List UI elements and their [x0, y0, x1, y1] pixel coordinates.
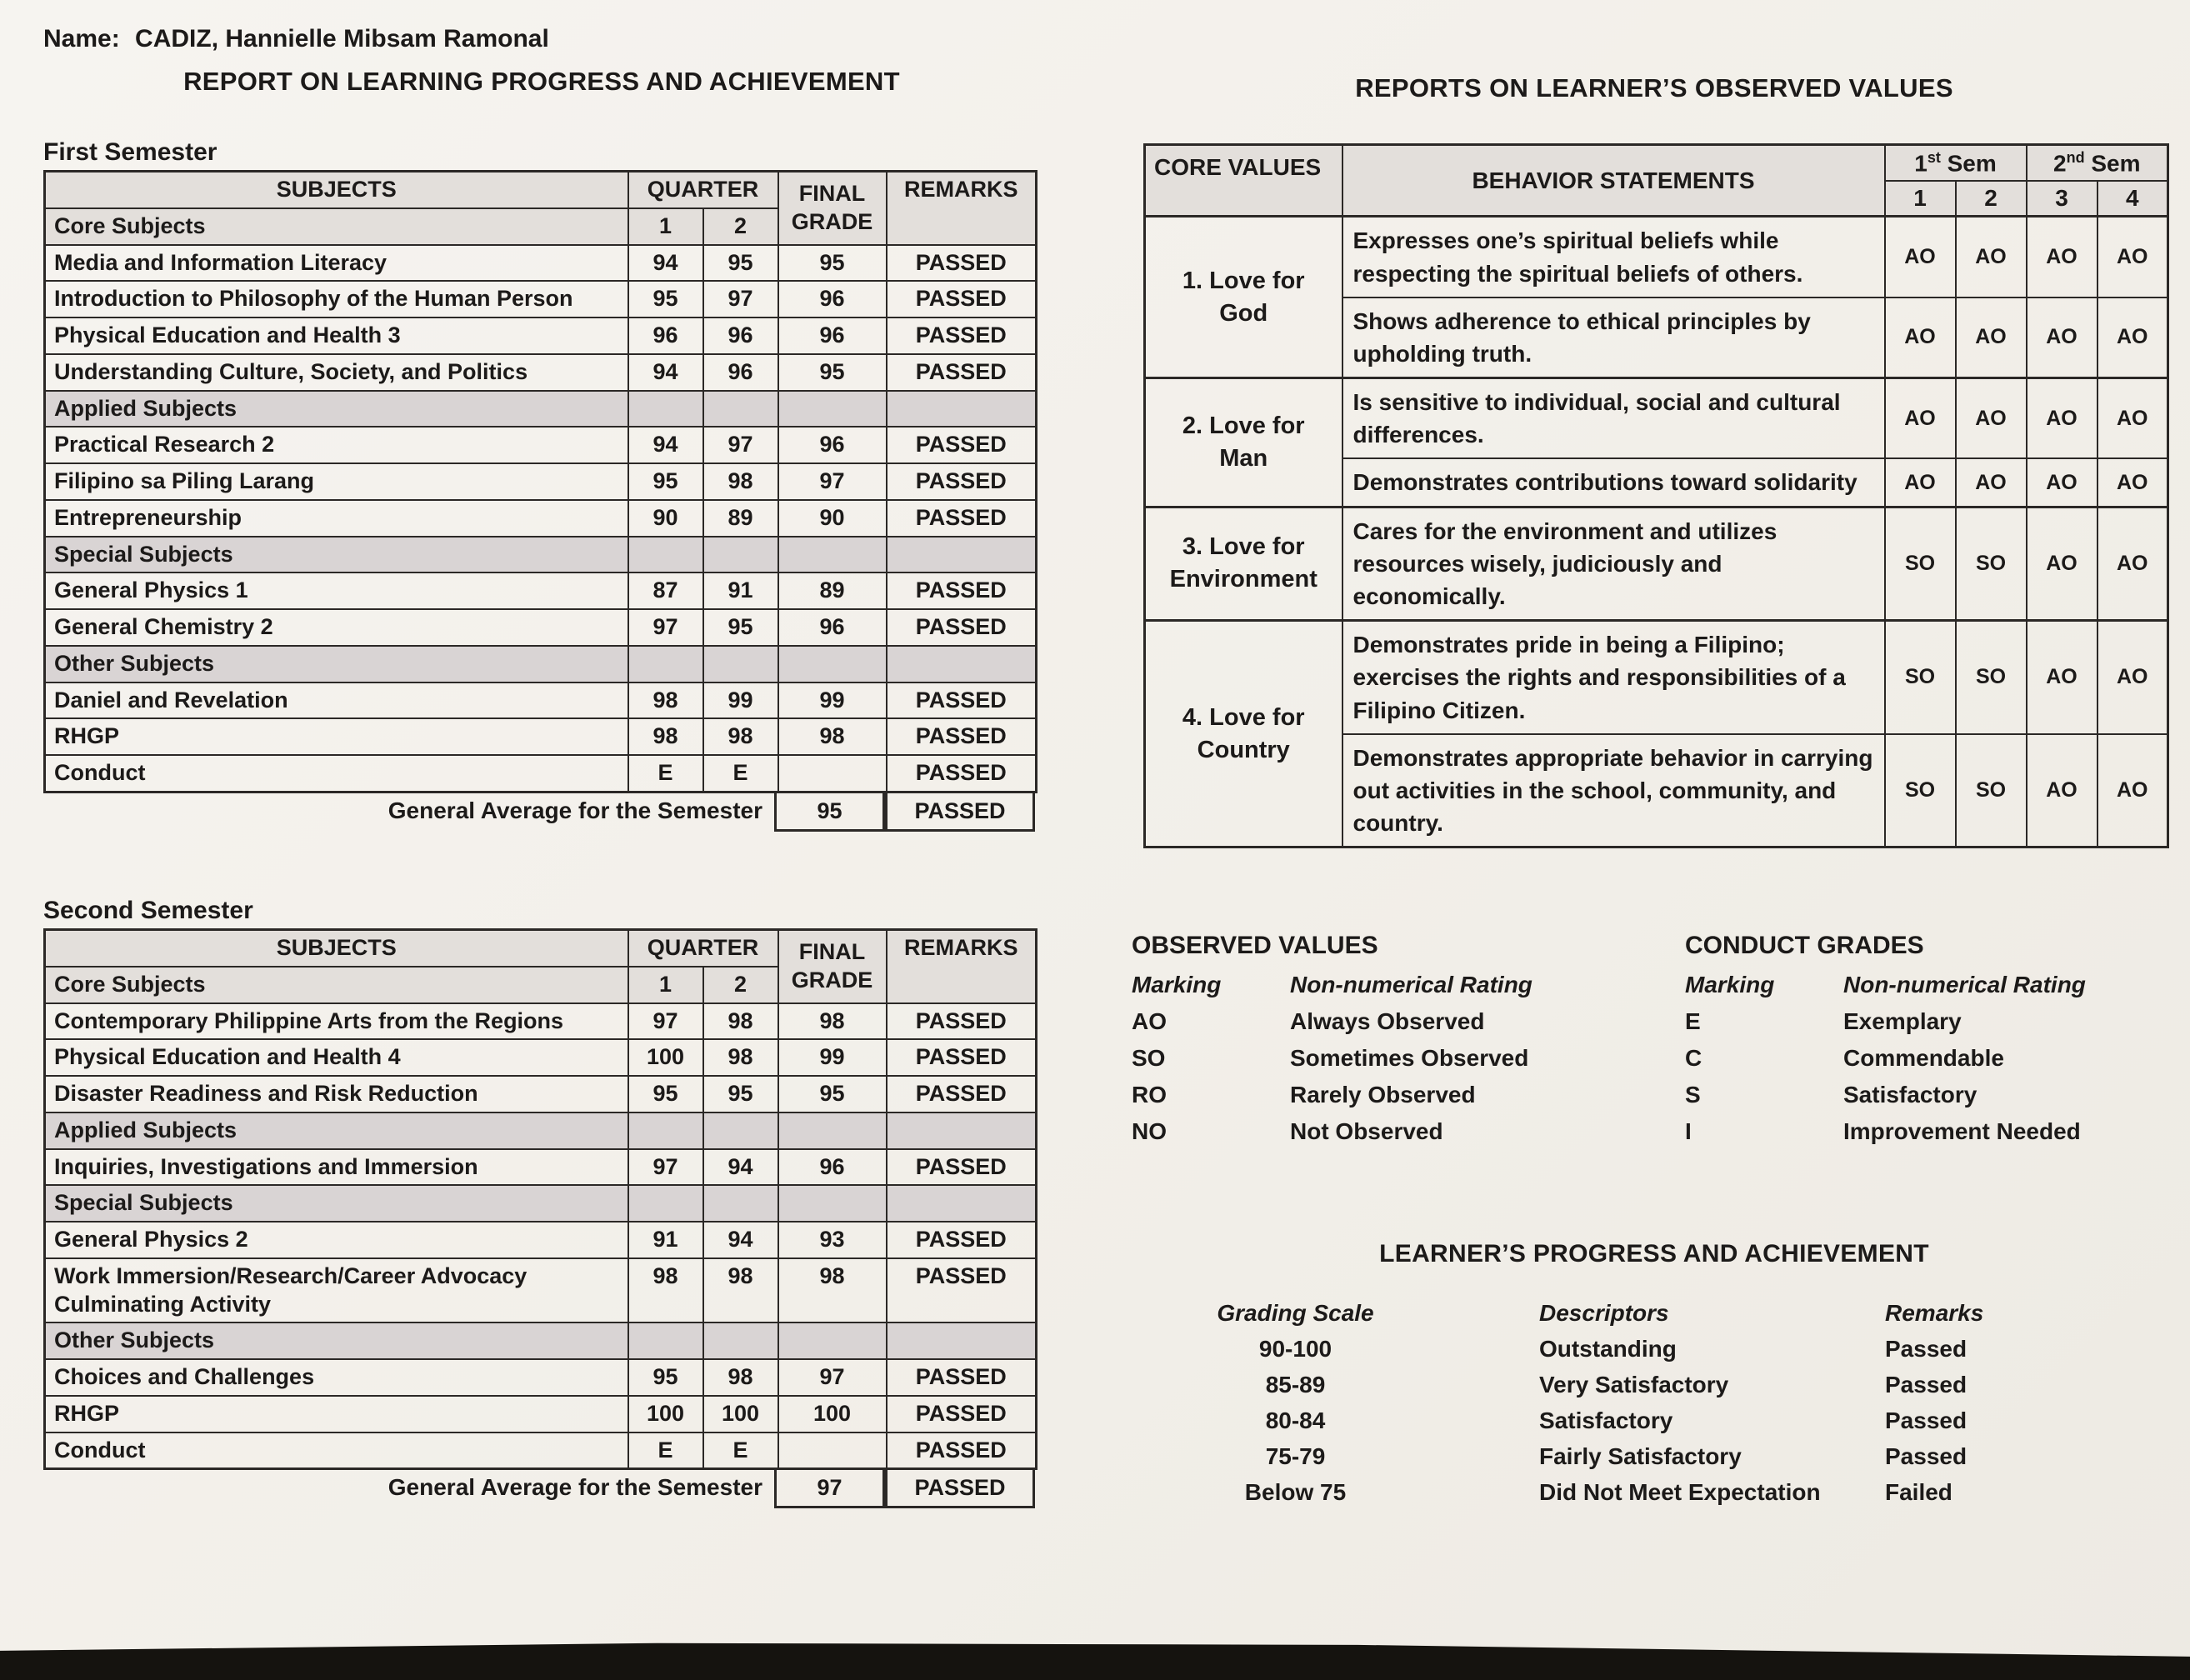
table-row [45, 318, 1037, 354]
table-row [45, 1003, 1037, 1040]
quarter-header: QUARTER [628, 930, 778, 967]
section-row [45, 537, 1037, 573]
mark-cell: AO [1956, 378, 2027, 459]
q2-grade-cell: 98 [703, 1258, 778, 1323]
subject-cell: Practical Research 2 [45, 427, 628, 463]
left-report-title: REPORT ON LEARNING PROGRESS AND ACHIEVEMENT [183, 67, 900, 96]
empty-cell [628, 391, 703, 428]
q2-grade-cell: 100 [703, 1396, 778, 1432]
q1-grade-cell: 96 [628, 318, 703, 354]
quarter-1-header: 1 [628, 967, 703, 1003]
empty-cell [887, 391, 1037, 428]
second-semester-grades [43, 928, 1038, 1508]
empty-cell [628, 646, 703, 682]
mark-cell: AO [2027, 458, 2098, 507]
behavior-row [1145, 621, 2168, 734]
quarter-4-header: 4 [2098, 181, 2168, 217]
mark-cell: AO [2027, 298, 2098, 378]
final-grade-header: FINAL GRADE [778, 930, 887, 1003]
section-label-cell: Other Subjects [45, 646, 628, 682]
empty-cell [778, 1112, 887, 1149]
q1-grade-cell: 90 [628, 500, 703, 537]
subject-cell: Physical Education and Health 4 [45, 1039, 628, 1076]
sem-word: Sem [1947, 150, 1997, 177]
final-grade-cell: 100 [778, 1396, 887, 1432]
table-row [45, 1039, 1037, 1076]
final-grade-header: FINAL GRADE [778, 172, 887, 245]
quarter-2-header: 2 [1956, 181, 2027, 217]
remarks-header: REMARKS [887, 172, 1037, 245]
observed-values-table [1143, 143, 2169, 848]
section-label-cell: Applied Subjects [45, 391, 628, 428]
mark-cell: SO [1956, 734, 2027, 848]
empty-cell [887, 1322, 1037, 1359]
empty-cell [778, 1322, 887, 1359]
remarks-cell: PASSED [887, 682, 1037, 719]
scale-descriptor: Satisfactory [1539, 1408, 1673, 1433]
q2-grade-cell: 94 [703, 1149, 778, 1186]
remarks-cell: PASSED [887, 755, 1037, 792]
table-row [45, 1258, 1037, 1323]
remarks-cell: PASSED [887, 1359, 1037, 1396]
table-row [45, 245, 1037, 282]
mark-cell: AO [2027, 217, 2098, 298]
quarter-3-header: 3 [2027, 181, 2098, 217]
q2-grade-cell: 95 [703, 1076, 778, 1112]
section-row [45, 1322, 1037, 1359]
quarter-header: QUARTER [628, 172, 778, 208]
remarks-cell: PASSED [887, 281, 1037, 318]
remarks-cell: PASSED [887, 572, 1037, 609]
subject-cell: RHGP [45, 718, 628, 755]
subject-cell: Contemporary Philippine Arts from the Regions [45, 1003, 628, 1040]
scale-remark: Passed [1885, 1408, 1968, 1433]
empty-cell [628, 537, 703, 573]
empty-cell [778, 391, 887, 428]
mark-cell: AO [1956, 217, 2027, 298]
subject-cell: Daniel and Revelation [45, 682, 628, 719]
general-average-row [43, 1468, 1035, 1508]
section-label-cell: Special Subjects [45, 1185, 628, 1222]
general-average-value: 97 [774, 1468, 885, 1508]
behavior-statement-cell: Demonstrates contributions toward solidarity [1342, 458, 1885, 507]
legend-mark: SO [1132, 1045, 1166, 1071]
observed-values-legend-title: OBSERVED VALUES [1132, 932, 1378, 959]
sem-ordinal-suffix: nd [2066, 149, 2085, 166]
empty-cell [887, 646, 1037, 682]
mark-cell: AO [2027, 507, 2098, 621]
core-value-cell: 3. Love for Environment [1145, 507, 1342, 621]
final-grade-cell [778, 1432, 887, 1469]
remarks-cell: PASSED [887, 1003, 1037, 1040]
q1-grade-cell: 98 [628, 1258, 703, 1323]
core-value-cell: 1. Love for God [1145, 217, 1342, 378]
scale-range: 85-89 [1265, 1372, 1326, 1398]
first-sem-header [1885, 145, 2027, 182]
legend-mark: RO [1132, 1082, 1167, 1108]
mark-cell: AO [2098, 298, 2168, 378]
empty-cell [628, 1112, 703, 1149]
legend-rating: Sometimes Observed [1290, 1045, 1529, 1071]
conduct-grades-legend-title: CONDUCT GRADES [1685, 932, 1924, 959]
remarks-cell: PASSED [887, 1076, 1037, 1112]
empty-cell [703, 1185, 778, 1222]
q1-grade-cell: 97 [628, 609, 703, 646]
quarter-2-header: 2 [703, 208, 778, 245]
q2-grade-cell: 94 [703, 1222, 778, 1258]
empty-cell [778, 1185, 887, 1222]
mark-cell: AO [2027, 378, 2098, 459]
table-row [45, 1076, 1037, 1112]
quarter-1-header: 1 [1885, 181, 1956, 217]
mark-cell: AO [1885, 217, 1956, 298]
subject-cell: Media and Information Literacy [45, 245, 628, 282]
first-semester-table [43, 170, 1038, 793]
core-value-cell: 2. Love for Man [1145, 378, 1342, 508]
legend-rating: Rarely Observed [1290, 1082, 1476, 1108]
subject-cell: Disaster Readiness and Risk Reduction [45, 1076, 628, 1112]
table-row [45, 1432, 1037, 1469]
empty-cell [703, 646, 778, 682]
final-grade-cell: 98 [778, 1258, 887, 1323]
behavior-statement-cell: Expresses one’s spiritual beliefs while respecting the spiritual beliefs of others. [1342, 217, 1885, 298]
subject-cell: Conduct [45, 1432, 628, 1469]
section-row [45, 646, 1037, 682]
scale-remark: Failed [1885, 1479, 1952, 1505]
final-grade-cell: 96 [778, 281, 887, 318]
subject-cell: Introduction to Philosophy of the Human Person [45, 281, 628, 318]
final-grade-cell: 95 [778, 1076, 887, 1112]
subject-cell: General Physics 2 [45, 1222, 628, 1258]
second-semester-table [43, 928, 1038, 1470]
q2-grade-cell: 96 [703, 318, 778, 354]
q2-grade-cell: E [703, 755, 778, 792]
table-row [45, 427, 1037, 463]
q1-grade-cell: 95 [628, 463, 703, 500]
legend-mark: NO [1132, 1118, 1167, 1144]
legend-mark: I [1685, 1118, 1692, 1144]
mark-cell: SO [1885, 507, 1956, 621]
legend-rating: Not Observed [1290, 1118, 1443, 1144]
section-row [45, 1185, 1037, 1222]
mark-cell: AO [2098, 734, 2168, 848]
q1-grade-cell: 91 [628, 1222, 703, 1258]
q1-grade-cell: 95 [628, 1359, 703, 1396]
q1-grade-cell: 95 [628, 281, 703, 318]
second-semester-label: Second Semester [43, 897, 253, 924]
scale-descriptor: Fairly Satisfactory [1539, 1443, 1742, 1469]
subject-cell: Conduct [45, 755, 628, 792]
final-grade-cell: 95 [778, 245, 887, 282]
final-grade-cell: 97 [778, 463, 887, 500]
core-values-header: CORE VALUES [1145, 145, 1342, 217]
q1-grade-cell: 94 [628, 427, 703, 463]
mark-cell: SO [1956, 621, 2027, 734]
sem-ordinal-suffix: st [1927, 149, 1941, 166]
mark-cell: AO [2098, 621, 2168, 734]
general-average-remarks: PASSED [885, 1468, 1035, 1508]
student-name-line [43, 25, 549, 53]
empty-cell [778, 537, 887, 573]
behavior-row [1145, 378, 2168, 459]
q1-grade-cell: 95 [628, 1076, 703, 1112]
q1-grade-cell: 98 [628, 718, 703, 755]
sem-number: 2 [2053, 150, 2067, 177]
scale-range: 75-79 [1265, 1443, 1326, 1469]
grading-scale-section [1185, 1300, 2135, 1506]
table-row [45, 1149, 1037, 1186]
remarks-cell: PASSED [887, 1258, 1037, 1323]
section-label-cell: Applied Subjects [45, 1112, 628, 1149]
legend-rating: Exemplary [1843, 1008, 1962, 1034]
mark-cell: AO [1885, 458, 1956, 507]
sem-word: Sem [2091, 150, 2141, 177]
remarks-cell: PASSED [887, 463, 1037, 500]
subject-cell: Choices and Challenges [45, 1359, 628, 1396]
second-sem-header [2027, 145, 2168, 182]
q2-grade-cell: 97 [703, 427, 778, 463]
empty-cell [703, 391, 778, 428]
subject-cell: General Chemistry 2 [45, 609, 628, 646]
rating-column-header: Non-numerical Rating [1843, 972, 2086, 998]
subjects-header: SUBJECTS [45, 930, 628, 967]
marking-column-header: Marking [1132, 972, 1222, 998]
legend-mark: AO [1132, 1008, 1167, 1034]
empty-cell [628, 1322, 703, 1359]
general-average-label: General Average for the Semester [388, 797, 762, 823]
empty-cell [887, 537, 1037, 573]
mark-cell: AO [1956, 298, 2027, 378]
q2-grade-cell: 99 [703, 682, 778, 719]
general-average-row [43, 791, 1035, 832]
table-row [45, 682, 1037, 719]
legend-mark: E [1685, 1008, 1701, 1034]
behavior-statement-cell: Cares for the environment and utilizes resources wisely, judiciously and economically. [1342, 507, 1885, 621]
mark-cell: AO [2027, 734, 2098, 848]
final-grade-cell: 96 [778, 1149, 887, 1186]
remarks-cell: PASSED [887, 718, 1037, 755]
right-report-title: REPORTS ON LEARNER’S OBSERVED VALUES [1355, 73, 1953, 102]
legend-mark: S [1685, 1082, 1701, 1108]
mark-cell: AO [2098, 458, 2168, 507]
scale-remark: Passed [1885, 1336, 1968, 1362]
quarter-1-header: 1 [628, 208, 703, 245]
conduct-grades-legend [1685, 932, 2168, 1145]
behavior-statement-cell: Is sensitive to individual, social and cultural differences. [1342, 378, 1885, 459]
final-grade-cell: 95 [778, 354, 887, 391]
subject-cell: Work Immersion/Research/Career Advocacy Culminating Activity [45, 1258, 628, 1323]
q1-grade-cell: 100 [628, 1396, 703, 1432]
q2-grade-cell: 98 [703, 1359, 778, 1396]
core-value-cell: 4. Love for Country [1145, 621, 1342, 848]
general-average-remarks: PASSED [885, 791, 1035, 832]
q2-grade-cell: 95 [703, 245, 778, 282]
legend-rating: Satisfactory [1843, 1082, 1978, 1108]
scale-remark: Passed [1885, 1372, 1968, 1398]
q1-grade-cell: 98 [628, 682, 703, 719]
q1-grade-cell: 97 [628, 1003, 703, 1040]
table-row [45, 755, 1037, 792]
progress-achievement-title: LEARNER’S PROGRESS AND ACHIEVEMENT [1379, 1240, 1929, 1268]
q1-grade-cell: E [628, 1432, 703, 1469]
section-row [45, 391, 1037, 428]
subject-cell: General Physics 1 [45, 572, 628, 609]
scale-range: 80-84 [1265, 1408, 1326, 1433]
final-grade-cell: 99 [778, 682, 887, 719]
section-row [45, 1112, 1037, 1149]
empty-cell [703, 1322, 778, 1359]
legend-mark: C [1685, 1045, 1702, 1071]
subject-cell: RHGP [45, 1396, 628, 1432]
q1-grade-cell: 94 [628, 354, 703, 391]
q2-grade-cell: 97 [703, 281, 778, 318]
behavior-row [1145, 217, 2168, 298]
remarks-cell: PASSED [887, 427, 1037, 463]
q2-grade-cell: 96 [703, 354, 778, 391]
name-label: Name: [43, 25, 120, 52]
q2-grade-cell: E [703, 1432, 778, 1469]
q2-grade-cell: 91 [703, 572, 778, 609]
scale-remark: Passed [1885, 1443, 1968, 1469]
core-subjects-section: Core Subjects [45, 967, 628, 1003]
final-grade-cell: 96 [778, 427, 887, 463]
mark-cell: SO [1956, 507, 2027, 621]
general-average-label: General Average for the Semester [388, 1474, 762, 1501]
mark-cell: AO [1885, 378, 1956, 459]
observed-values-legend [1132, 932, 1648, 1145]
remarks-cell: PASSED [887, 1039, 1037, 1076]
behavior-row [1145, 507, 2168, 621]
remarks-header: Remarks [1885, 1300, 1984, 1326]
table-row [45, 1359, 1037, 1396]
scan-edge-shadow [0, 1635, 2190, 1680]
scale-descriptor: Very Satisfactory [1539, 1372, 1729, 1398]
q2-grade-cell: 89 [703, 500, 778, 537]
q2-grade-cell: 95 [703, 609, 778, 646]
scale-range: 90-100 [1258, 1336, 1332, 1362]
legend-rating: Improvement Needed [1843, 1118, 2081, 1144]
mark-cell: AO [2098, 217, 2168, 298]
q2-grade-cell: 98 [703, 463, 778, 500]
table-row [45, 500, 1037, 537]
mark-cell: AO [2098, 507, 2168, 621]
behavior-statement-cell: Demonstrates pride in being a Filipino; exercises the rights and responsibilities of a Filipino Citizen. [1342, 621, 1885, 734]
final-grade-cell: 98 [778, 1003, 887, 1040]
table-row [45, 1222, 1037, 1258]
behavior-statement-cell: Demonstrates appropriate behavior in carrying out activities in the school, community, and country. [1342, 734, 1885, 848]
subject-cell: Inquiries, Investigations and Immersion [45, 1149, 628, 1186]
mark-cell: AO [2027, 621, 2098, 734]
marking-column-header: Marking [1685, 972, 1775, 998]
final-grade-cell: 97 [778, 1359, 887, 1396]
grading-scale-header: Grading Scale [1217, 1300, 1374, 1326]
subject-cell: Understanding Culture, Society, and Politics [45, 354, 628, 391]
subject-cell: Entrepreneurship [45, 500, 628, 537]
q1-grade-cell: 97 [628, 1149, 703, 1186]
table-row [45, 463, 1037, 500]
rating-column-header: Non-numerical Rating [1290, 972, 1532, 998]
remarks-cell: PASSED [887, 609, 1037, 646]
scale-descriptor: Did Not Meet Expectation [1539, 1479, 1821, 1505]
behavior-statement-cell: Shows adherence to ethical principles by upholding truth. [1342, 298, 1885, 378]
q1-grade-cell: 87 [628, 572, 703, 609]
section-label-cell: Other Subjects [45, 1322, 628, 1359]
final-grade-cell: 96 [778, 318, 887, 354]
first-semester-grades [43, 170, 1038, 832]
final-grade-cell: 96 [778, 609, 887, 646]
legend-rating: Commendable [1843, 1045, 2004, 1071]
remarks-cell: PASSED [887, 1432, 1037, 1469]
table-row [45, 572, 1037, 609]
mark-cell: AO [2098, 378, 2168, 459]
remarks-cell: PASSED [887, 318, 1037, 354]
table-row [45, 354, 1037, 391]
student-name: CADIZ, Hannielle Mibsam Ramonal [135, 25, 549, 52]
final-grade-cell: 98 [778, 718, 887, 755]
scale-range: Below 75 [1244, 1479, 1347, 1505]
sem-number: 1 [1914, 150, 1928, 177]
section-label-cell: Special Subjects [45, 537, 628, 573]
remarks-cell: PASSED [887, 354, 1037, 391]
descriptors-header: Descriptors [1539, 1300, 1669, 1326]
q2-grade-cell: 98 [703, 1039, 778, 1076]
table-row [45, 718, 1037, 755]
remarks-cell: PASSED [887, 500, 1037, 537]
remarks-header: REMARKS [887, 930, 1037, 1003]
subjects-header: SUBJECTS [45, 172, 628, 208]
q1-grade-cell: E [628, 755, 703, 792]
remarks-cell: PASSED [887, 1396, 1037, 1432]
q2-grade-cell: 98 [703, 1003, 778, 1040]
behavior-statements-header: BEHAVIOR STATEMENTS [1342, 145, 1885, 217]
observed-values-section [1143, 143, 2169, 848]
final-grade-cell: 99 [778, 1039, 887, 1076]
mark-cell: AO [1956, 458, 2027, 507]
final-grade-cell [778, 755, 887, 792]
legend-rating: Always Observed [1290, 1008, 1485, 1034]
empty-cell [628, 1185, 703, 1222]
remarks-cell: PASSED [887, 1149, 1037, 1186]
final-grade-cell: 90 [778, 500, 887, 537]
mark-cell: SO [1885, 621, 1956, 734]
table-row [45, 1396, 1037, 1432]
scale-descriptor: Outstanding [1539, 1336, 1677, 1362]
empty-cell [778, 646, 887, 682]
q2-grade-cell: 98 [703, 718, 778, 755]
subject-cell: Physical Education and Health 3 [45, 318, 628, 354]
mark-cell: AO [1885, 298, 1956, 378]
general-average-value: 95 [774, 791, 885, 832]
mark-cell: SO [1885, 734, 1956, 848]
quarter-2-header: 2 [703, 967, 778, 1003]
table-row [45, 281, 1037, 318]
empty-cell [887, 1112, 1037, 1149]
remarks-cell: PASSED [887, 245, 1037, 282]
final-grade-cell: 93 [778, 1222, 887, 1258]
final-grade-cell: 89 [778, 572, 887, 609]
q1-grade-cell: 100 [628, 1039, 703, 1076]
empty-cell [703, 1112, 778, 1149]
empty-cell [703, 537, 778, 573]
subject-cell: Filipino sa Piling Larang [45, 463, 628, 500]
q1-grade-cell: 94 [628, 245, 703, 282]
table-row [45, 609, 1037, 646]
empty-cell [887, 1185, 1037, 1222]
first-semester-label: First Semester [43, 138, 218, 166]
core-subjects-section: Core Subjects [45, 208, 628, 245]
remarks-cell: PASSED [887, 1222, 1037, 1258]
